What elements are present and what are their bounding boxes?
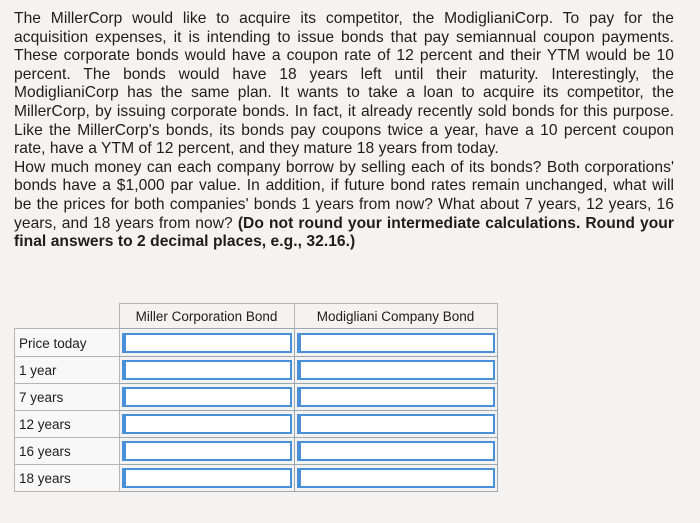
modigliani-1-year-input[interactable] xyxy=(297,360,495,380)
modigliani-cell xyxy=(294,329,497,357)
modigliani-16-years-input[interactable] xyxy=(297,441,495,461)
row-label: 16 years xyxy=(15,438,120,465)
modigliani-7-years-input[interactable] xyxy=(297,387,495,407)
table-row-12-years xyxy=(15,411,498,438)
miller-cell xyxy=(119,465,294,492)
miller-16-years-input[interactable] xyxy=(122,441,292,461)
answer-table xyxy=(14,303,498,492)
table-row-1-year xyxy=(15,357,498,384)
row-label: 1 year xyxy=(15,357,120,384)
miller-cell xyxy=(119,384,294,411)
row-label: 12 years xyxy=(15,411,120,438)
modigliani-18-years-input[interactable] xyxy=(297,468,495,488)
header-modigliani-bond: Modigliani Company Bond xyxy=(294,304,497,329)
modigliani-price-today-input[interactable] xyxy=(297,333,495,353)
miller-price-today-input[interactable] xyxy=(122,333,292,353)
modigliani-cell xyxy=(294,357,497,384)
table-row-18-years xyxy=(15,465,498,492)
question-paragraph-1: The MillerCorp would like to acquire its competitor, the ModiglianiCorp. To pay for the acquisition expenses, it is intending to issue bonds that pay semiannual coupon payments. These corporate bonds would have a coupon rate of 12 percent and their YTM would be 10 percent. The bonds would have 18 years left until their maturity. Interestingly, the ModiglianiCorp has the same plan. It wants to take a loan to acquire its competitor, the MillerCorp, by issuing corporate bonds. In fact, it already recently sold bonds for this purpose. Like the MillerCorp's bonds, its bonds pay coupons twice a year, have a 10 percent coupon rate, have a YTM of 12 percent, and they mature 18 years from today. xyxy=(14,10,674,158)
miller-cell xyxy=(119,411,294,438)
modigliani-cell xyxy=(294,465,497,492)
miller-cell xyxy=(119,329,294,357)
modigliani-cell xyxy=(294,411,497,438)
table-row-16-years xyxy=(15,438,498,465)
header-miller-bond: Miller Corporation Bond xyxy=(119,304,294,329)
miller-18-years-input[interactable] xyxy=(122,468,292,488)
rounding-instructions: (Do not round your intermediate calculations. Round your final answers to 2 decimal places, e.g., 32.16.) xyxy=(14,214,674,251)
miller-cell xyxy=(119,438,294,465)
miller-7-years-input[interactable] xyxy=(122,387,292,407)
miller-1-year-input[interactable] xyxy=(122,360,292,380)
miller-cell xyxy=(119,357,294,384)
miller-12-years-input[interactable] xyxy=(122,414,292,434)
question-prompt: How much money can each company borrow by selling each of its bonds? Both corporations' bonds have a $1,000 par value. In addition, if future bond rates remain unchanged, what will be the prices for both companies' bonds 1 years from now? What about 7 years, 12 years, 16 years, and 18 years from now? xyxy=(14,158,674,232)
modigliani-cell xyxy=(294,384,497,411)
table-row-price-today xyxy=(15,329,498,357)
modigliani-cell xyxy=(294,438,497,465)
question-text xyxy=(14,10,674,252)
row-label: 7 years xyxy=(15,384,120,411)
row-label: 18 years xyxy=(15,465,120,492)
modigliani-12-years-input[interactable] xyxy=(297,414,495,434)
table-corner-blank xyxy=(15,304,120,329)
question-paragraph-2 xyxy=(14,159,674,252)
table-row-7-years xyxy=(15,384,498,411)
table-header-row xyxy=(15,304,498,329)
row-label: Price today xyxy=(15,329,120,357)
